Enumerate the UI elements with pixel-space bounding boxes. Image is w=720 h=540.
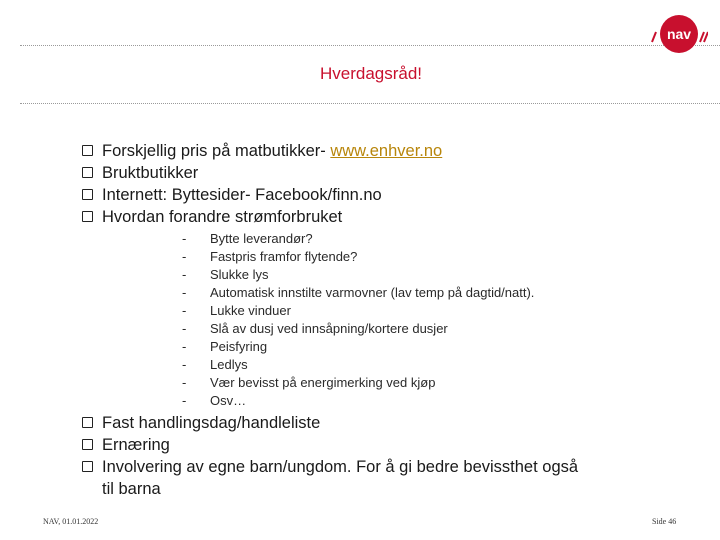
checkbox-bullet-icon <box>82 189 93 200</box>
footer-date: NAV, 01.01.2022 <box>43 517 99 526</box>
slide-title: Hverdagsråd! <box>319 64 423 83</box>
title-divider <box>20 103 720 104</box>
logo-text: nav <box>666 26 692 42</box>
sub-item: - Bytte leverandør? <box>182 231 313 246</box>
sub-item: - Lukke vinduer <box>182 303 291 318</box>
checkbox-bullet-icon <box>82 211 93 222</box>
checkbox-bullet-icon <box>82 417 93 428</box>
sub-item: - Osv… <box>182 393 247 408</box>
list-item <box>82 140 692 162</box>
sub-item: - Fastpris framfor flytende? <box>182 249 358 264</box>
sub-item: - Ledlys <box>182 357 248 372</box>
checkbox-bullet-icon <box>82 439 93 450</box>
item-text: Internett: Byttesider- Facebook/finn.no <box>102 186 382 204</box>
nav-logo <box>650 12 708 56</box>
list-item <box>82 184 692 206</box>
list-item <box>82 412 692 434</box>
sub-list <box>182 230 692 410</box>
sub-item: - Peisfyring <box>182 339 268 354</box>
item-text: Hvordan forandre strømforbruket <box>102 208 343 226</box>
enhver-link[interactable]: www.enhver.no <box>330 142 443 160</box>
item-text: Ernæring <box>102 436 170 454</box>
list-item <box>82 206 692 228</box>
item-text: Fast handlingsdag/handleliste <box>102 414 321 432</box>
list-item <box>82 162 692 184</box>
checkbox-bullet-icon <box>82 167 93 178</box>
list-item <box>82 456 692 500</box>
checkbox-bullet-icon <box>82 145 93 156</box>
sub-item: - Automatisk innstilte varmovner (lav temp på dagtid/natt). <box>182 285 535 300</box>
sub-item: - Vær bevisst på energimerking ved kjøp <box>182 375 436 390</box>
page-number: Side 46 <box>652 517 677 526</box>
item-text: Forskjellig pris på matbutikker- <box>102 142 331 160</box>
item-text: Involvering av egne barn/ungdom. For å gi bedre bevissthet også til barna <box>102 458 579 498</box>
list-item <box>82 434 692 456</box>
sub-item: - Slukke lys <box>182 267 269 282</box>
bullet-list <box>82 140 692 500</box>
item-text: Bruktbutikker <box>102 164 199 182</box>
checkbox-bullet-icon <box>82 461 93 472</box>
top-divider <box>20 45 720 46</box>
sub-item: - Slå av dusj ved innsåpning/kortere dusjer <box>182 321 448 336</box>
